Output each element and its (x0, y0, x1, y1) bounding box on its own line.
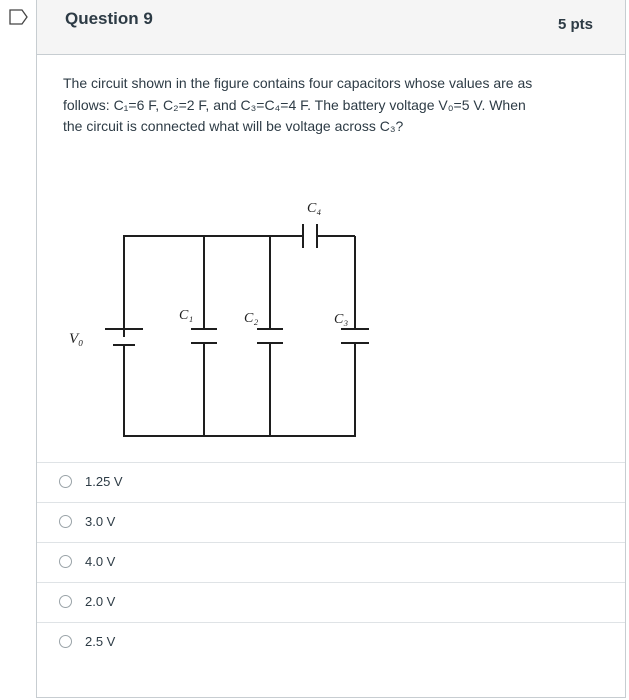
answer-option[interactable] (37, 542, 625, 582)
prompt-line: The circuit shown in the figure contains four capacitors whose values are as (63, 75, 533, 91)
top-wire (124, 236, 303, 337)
radio-button[interactable] (59, 595, 72, 608)
answer-option[interactable] (37, 622, 625, 662)
answer-option[interactable] (37, 582, 625, 622)
answer-option[interactable] (37, 462, 625, 502)
label-c1: C₁ (179, 308, 194, 323)
answer-list (37, 462, 625, 662)
radio-button[interactable] (59, 475, 72, 488)
label-c3: C₃ (334, 312, 349, 327)
flag-question-icon[interactable] (0, 0, 36, 34)
prompt-line: the circuit is connected what will be voltage across C₃? (63, 118, 404, 134)
answer-label[interactable]: 4.0 V (85, 554, 116, 569)
question-title: Question 9 (65, 9, 153, 28)
radio-button[interactable] (59, 635, 72, 648)
label-c2: C₂ (244, 311, 259, 326)
prompt-line: follows: C₁=6 F, C₂=2 F, and C₃=C₄=4 F. The battery voltage V₀=5 V. When (63, 96, 526, 113)
question-card (36, 0, 626, 698)
radio-button[interactable] (59, 555, 72, 568)
radio-button[interactable] (59, 515, 72, 528)
answer-label[interactable]: 2.5 V (85, 634, 116, 649)
bottom-wire (124, 343, 355, 436)
answer-option[interactable] (37, 502, 625, 542)
label-vo: V₀ (69, 331, 84, 347)
answer-label[interactable]: 3.0 V (85, 514, 116, 529)
circuit-diagram (61, 190, 411, 450)
question-header (37, 0, 625, 55)
question-points: 5 pts (557, 16, 593, 33)
answer-label[interactable]: 1.25 V (85, 474, 123, 489)
answer-label[interactable]: 2.0 V (85, 594, 116, 609)
label-c4: C₄ (307, 201, 322, 216)
question-prompt (63, 73, 603, 138)
